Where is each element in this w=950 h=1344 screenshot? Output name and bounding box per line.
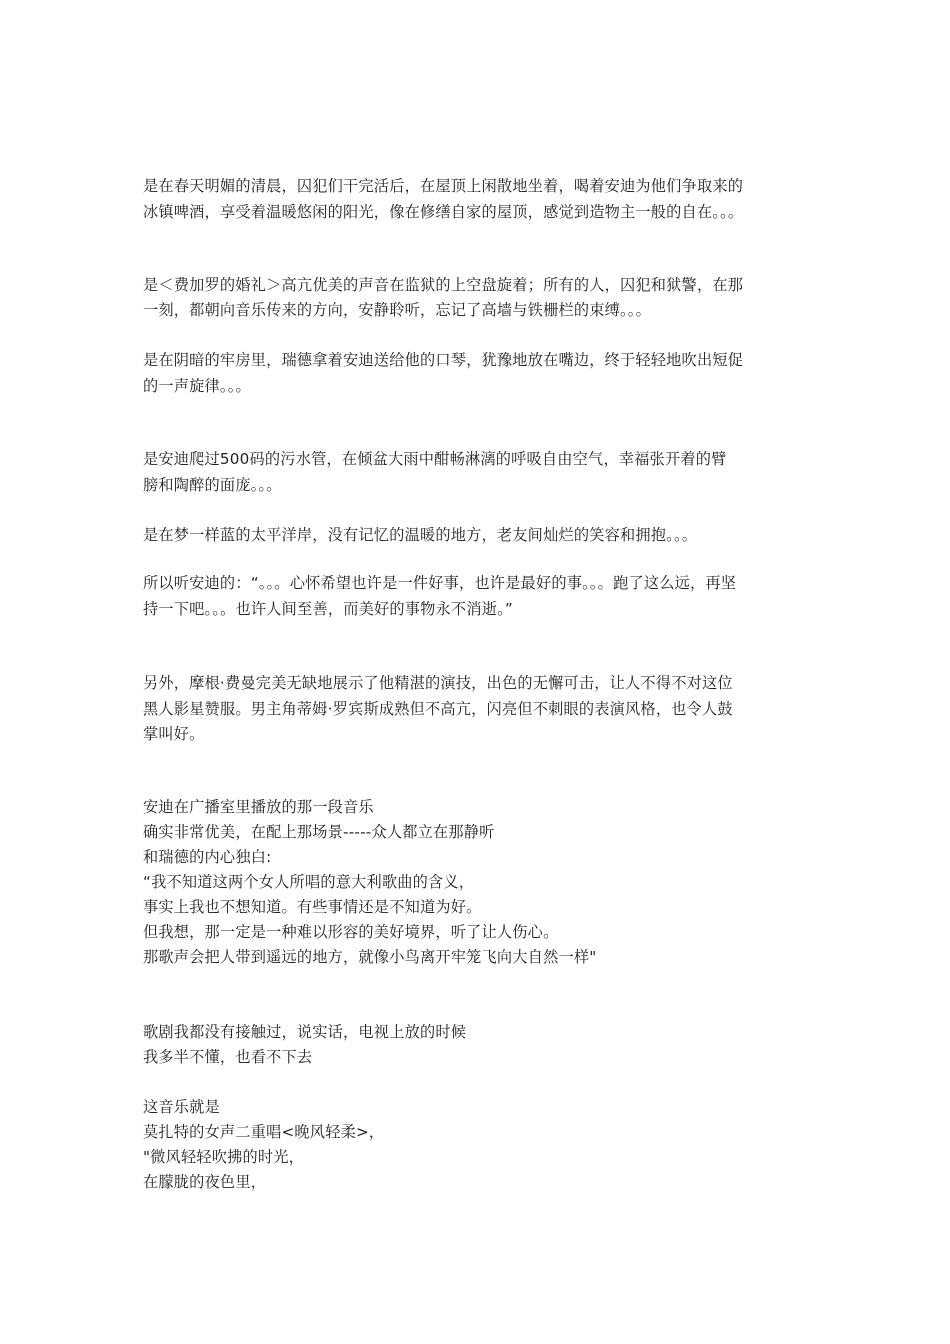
text-line: 莫扎特的女声二重唱<晚风轻柔>， bbox=[143, 1123, 385, 1141]
text-line: 黑人影星赞服。男主角蒂姆·罗宾斯成熟但不高亢，闪亮但不刺眼的表演风格，也令人鼓 bbox=[143, 700, 733, 718]
text-line: 我多半不懂，也看不下去 bbox=[143, 1048, 313, 1066]
text-line: 在朦胧的夜色里， bbox=[143, 1173, 267, 1191]
text-line: 另外，摩根·费曼完美无缺地展示了他精湛的演技，出色的无懈可击，让人不得不对这位 bbox=[143, 674, 733, 692]
text-line: 是在春天明媚的清晨，囚犯们干完活后，在屋顶上闲散地坐着，喝着安迪为他们争取来的 bbox=[143, 177, 744, 195]
text-line: 这音乐就是 bbox=[143, 1098, 220, 1116]
text-line: 是安迪爬过500码的污水管，在倾盆大雨中酣畅淋漓的呼吸自由空气，幸福张开着的臂 bbox=[143, 450, 727, 468]
text-line: “我不知道这两个女人所唱的意大利歌曲的含义， bbox=[143, 873, 475, 891]
text-line: 安迪在广播室里播放的那一段音乐 bbox=[143, 798, 374, 816]
text-line: "微风轻轻吹拂的时光， bbox=[143, 1148, 305, 1166]
text-line: 和瑞德的内心独白: bbox=[143, 848, 272, 866]
text-line: 的一声旋律。。。 bbox=[143, 377, 251, 395]
text-line: 一刻，都朝向音乐传来的方向，安静聆听，忘记了高墙与铁栅栏的束缚。。。 bbox=[143, 301, 651, 319]
text-line: 膀和陶醉的面庞。。。 bbox=[143, 476, 282, 494]
text-line: 事实上我也不想知道。有些事情还是不知道为好。 bbox=[143, 898, 482, 916]
text-line: 是在阴暗的牢房里，瑞德拿着安迪送给他的口琴，犹豫地放在嘴边，终于轻轻地吹出短促 bbox=[143, 351, 744, 369]
text-line: 所以听安迪的：“。。。心怀希望也许是一件好事，也许是最好的事。。。跑了这么远，再坚 bbox=[143, 574, 737, 592]
text-line: 冰镇啤酒，享受着温暖悠闲的阳光，像在修缮自家的屋顶，感觉到造物主一般的自在。。。 bbox=[143, 203, 744, 221]
text-line: 歌剧我都没有接触过，说实话，电视上放的时候 bbox=[143, 1023, 467, 1041]
text-line: 是＜费加罗的婚礼＞高亢优美的声音在监狱的上空盘旋着；所有的人，囚犯和狱警，在那 bbox=[143, 276, 744, 294]
text-line: 是在梦一样蓝的太平洋岸，没有记忆的温暖的地方，老友间灿烂的笑容和拥抱。。。 bbox=[143, 526, 698, 544]
text-line: 持一下吧。。。也许人间至善，而美好的事物永不消逝。” bbox=[143, 600, 513, 618]
text-line: 那歌声会把人带到遥远的地方，就像小鸟离开牢笼飞向大自然一样" bbox=[143, 948, 597, 966]
text-line: 但我想，那一定是一种难以形容的美好境界，听了让人伤心。 bbox=[143, 923, 559, 941]
text-line: 确实非常优美，在配上那场景-----众人都立在那静听 bbox=[143, 823, 495, 841]
text-line: 掌叫好。 bbox=[143, 725, 205, 743]
